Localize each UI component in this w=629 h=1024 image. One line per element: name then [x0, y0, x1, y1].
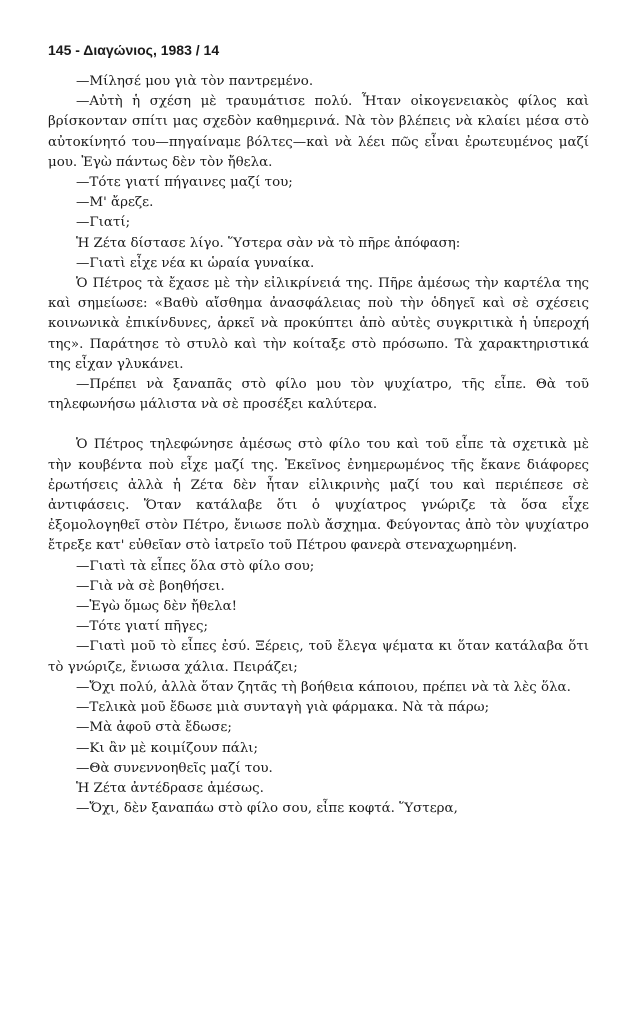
paragraph: —Θὰ συνεννοηθεῖς μαζί του. [76, 760, 273, 776]
paragraph: Ὁ Πέτρος τὰ ἔχασε μὲ τὴν εἰλικρίνειά της. Πῆρε ἀμέσως τὴν καρτέλα της καὶ σημείωσε: «Βαθὺ αἴσθημα ἀνασφάλειας ποὺ τὴν ὁδηγεῖ καὶ σὲ σχέσεις κοινωνικὰ ἐπικίνδυνες, ἀρκεῖ νὰ προκύπτει ἀπὸ αὐτὲς συγκριτικὰ ἡ ὑπεροχή της». Παράτησε τὸ στυλὸ καὶ τὴν κοίταξε στὸ πρόσωπο. Τὰ χαρακτηριστικά της εἶχαν γλυκάνει. [48, 276, 589, 372]
paragraph: —Τότε γιατί πήγαινες μαζί του; [76, 175, 293, 191]
paragraph: —Πρέπει νὰ ξαναπᾶς στὸ φίλο μου τὸν ψυχίατρο, τῆς εἶπε. Θὰ τοῦ τηλεφωνήσω μάλιστα νὰ σὲ προσέξει καλύτερα. [48, 377, 589, 413]
paragraph: —Γιατὶ μοῦ τὸ εἶπες ἐσύ. Ξέρεις, τοῦ ἔλεγα ψέματα κι ὅταν κατάλαβα ὅτι τὸ γνώριζε, ἔνιωσα χάλια. Πειράζει; [48, 639, 589, 675]
paragraph: —Ὄχι, δὲν ξαναπάω στὸ φίλο σου, εἶπε κοφτά. Ὕστερα, [76, 801, 458, 817]
paragraph: Ὁ Πέτρος τηλεφώνησε ἀμέσως στὸ φίλο του καὶ τοῦ εἶπε τὰ σχετικὰ μὲ τὴν κουβέντα ποὺ εἶχε μαζί της. Ἐκεῖνος ἐνημερωμένος τῆς ἔκανε διάφορες ἐρωτήσεις ἀλλὰ ἡ Ζέτα δὲν ἦταν εἰλικρινὴς μαζί του καὶ περιέπεσε σὲ ἀντιφάσεις. Ὅταν κατάλαβε ὅτι ὁ ψυχίατρος γνώριζε τὰ ὅσα εἶχε ἐξομολογηθεῖ στὸν Πέτρο, ἔνιωσε πολὺ ἄσχημα. Φεύγοντας ἀπὸ τὸν ψυχίατρο ἔτρεξε κατ' εὐθεῖαν στὸ ἰατρεῖο τοῦ Πέτρου φανερὰ στεναχωρημένη. [48, 437, 589, 554]
paragraph: —Τότε γιατί πῆγες; [76, 619, 208, 635]
paragraph: —Τελικὰ μοῦ ἔδωσε μιὰ συνταγὴ γιὰ φάρμακα. Νὰ τὰ πάρω; [76, 700, 490, 716]
paragraph: —Γιατί; [76, 215, 131, 231]
paragraph: —Ἐγὼ ὅμως δὲν ἤθελα! [76, 599, 238, 615]
paragraph: —Γιατὶ τὰ εἶπες ὅλα στὸ φίλο σου; [76, 558, 315, 574]
paragraph: —Γιὰ νὰ σὲ βοηθήσει. [76, 578, 225, 594]
paragraph: —Αὐτὴ ἡ σχέση μὲ τραυμάτισε πολύ. Ἦταν οἰκογενειακὸς φίλος καὶ βρίσκονταν σπίτι μας σχεδὸν καθημερινά. Νὰ τὸν βλέπεις νὰ κλαίει μέσα στὸ αὐτοκίνητό του—πηγαίναμε βόλτες—καὶ νὰ λέει πῶς εἶναι ἐρωτευμένος μαζί μου. Ἐγὼ πάντως δὲν τὸν ἤθελα. [48, 94, 589, 170]
paragraph: —Μ' ἄρεζε. [76, 195, 154, 211]
paragraph: —Γιατὶ εἶχε νέα κι ὡραία γυναίκα. [76, 255, 315, 271]
paragraph: Ἡ Ζέτα ἀντέδρασε ἀμέσως. [76, 780, 264, 796]
section-break [48, 415, 589, 435]
paragraph: —Μίλησέ μου γιὰ τὸν παντρεμένο. [76, 74, 314, 89]
paragraph: —Κι ἂν μὲ κοιμίζουν πάλι; [76, 740, 259, 756]
paragraph: —Μὰ ἀφοῦ στὰ ἔδωσε; [76, 720, 232, 736]
paragraph: Ἡ Ζέτα δίστασε λίγο. Ὕστερα σὰν νὰ τὸ πῆρε ἀπόφαση: [76, 235, 461, 251]
paragraph: —Ὄχι πολύ, ἀλλὰ ὅταν ζητᾶς τὴ βοήθεια κάποιου, πρέπει νὰ τὰ λὲς ὅλα. [76, 679, 571, 695]
page-header: 145 - Διαγώνιος, 1983 / 14 [48, 42, 220, 58]
